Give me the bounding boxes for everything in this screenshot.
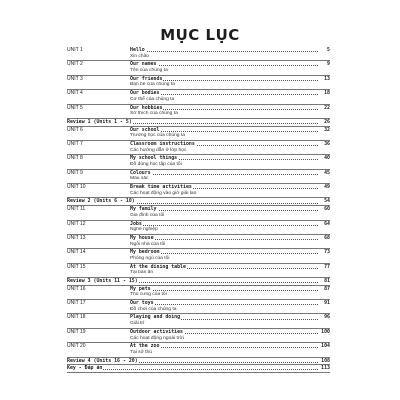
unit-topic-label: Break time activities <box>130 184 192 191</box>
unit-topic-label: My family <box>130 206 157 213</box>
unit-topic <box>130 76 318 83</box>
unit-label: UNIT 19 <box>67 328 86 335</box>
page-number: 18 <box>324 90 330 97</box>
unit-topic <box>130 61 318 68</box>
page-number: 108 <box>321 357 330 364</box>
unit-subtitle: Ngôi nhà của tôi <box>130 241 166 247</box>
review-label: Review 3 (Units 11 - 15) <box>67 278 138 284</box>
unit-topic-label: At the zoo <box>130 343 160 350</box>
toc-unit-row <box>67 141 330 148</box>
unit-topic-label: At the dining table <box>130 263 186 270</box>
unit-subtitle: Sở thích của chúng ta <box>130 111 178 117</box>
unit-topic-label: My pets <box>130 285 151 292</box>
unit-topic-label: Our hobbies <box>130 104 163 111</box>
unit-subtitle: Gia đình của tôi <box>130 212 165 218</box>
unit-topic <box>130 47 318 54</box>
toc-unit-row <box>67 286 330 293</box>
toc-unit-row <box>67 90 330 97</box>
page-number: 91 <box>324 300 330 307</box>
unit-topic-label: Jobs <box>130 220 142 227</box>
unit-label: UNIT 20 <box>67 343 86 350</box>
unit-topic-label: Hello <box>130 47 145 53</box>
unit-topic <box>130 264 318 271</box>
toc-unit-row <box>67 170 330 177</box>
page-number: 104 <box>321 343 330 350</box>
unit-topic-label: Outdoor activities <box>130 328 183 335</box>
toc-unit-row <box>67 300 330 307</box>
unit-topic <box>130 329 318 336</box>
page-number: 73 <box>324 249 330 256</box>
page-number: 13 <box>324 75 330 82</box>
unit-topic-label: Our bodies <box>130 90 160 97</box>
unit-topic <box>130 235 318 242</box>
review-label: Review 2 (Units 6 - 10) <box>67 198 135 205</box>
toc-unit-row <box>67 47 330 54</box>
toc-review-row <box>67 278 330 285</box>
page-number: 113 <box>321 365 330 372</box>
unit-topic-label: My bedroom <box>130 249 160 256</box>
unit-label: UNIT 15 <box>67 263 86 270</box>
unit-topic <box>130 206 318 213</box>
toc-unit-row <box>67 105 330 112</box>
unit-topic <box>130 127 318 134</box>
toc-unit-row <box>67 206 330 213</box>
toc-unit-row <box>67 343 330 350</box>
unit-topic <box>130 155 318 162</box>
toc-review-row <box>67 119 330 126</box>
toc-unit-row <box>67 184 330 191</box>
unit-topic <box>130 343 318 350</box>
page-number: 5 <box>327 47 330 53</box>
toc-unit-row <box>67 76 330 83</box>
unit-subtitle: Đồ chơi của chúng ta <box>130 306 177 312</box>
unit-subtitle: Giải trí <box>130 321 145 327</box>
unit-topic-label: My house <box>130 234 154 241</box>
review-label: Review 1 (Units 1 - 5) <box>67 118 132 125</box>
unit-topic <box>130 170 318 177</box>
page-number: 36 <box>324 140 330 147</box>
unit-subtitle: Thú cưng của tôi <box>130 292 167 298</box>
toc-unit-row <box>67 264 330 271</box>
unit-topic-label: Our friends <box>130 75 163 82</box>
unit-subtitle: Phòng ngủ của tôi <box>130 255 170 261</box>
unit-topic-label: Colours <box>130 169 151 176</box>
page-number: 32 <box>324 126 330 133</box>
unit-label: UNIT 7 <box>67 140 83 147</box>
unit-label: UNIT 12 <box>67 220 86 227</box>
unit-topic-label: Our toys <box>130 300 154 307</box>
unit-topic-label: Playing and doing <box>130 314 181 321</box>
unit-label: UNIT 5 <box>67 104 83 111</box>
unit-label: UNIT 8 <box>67 155 83 162</box>
unit-label: UNIT 17 <box>67 300 86 307</box>
unit-topic <box>130 249 318 256</box>
page-number: 64 <box>324 220 330 227</box>
page-number: 54 <box>324 198 330 205</box>
page-number: 77 <box>324 263 330 270</box>
unit-subtitle: Các hoạt động vào giờ giải lao <box>130 190 197 196</box>
unit-label: UNIT 14 <box>67 249 86 256</box>
unit-topic <box>130 286 318 293</box>
unit-subtitle: Tên của chúng ta <box>130 68 168 74</box>
unit-subtitle: Nghề nghiệp <box>130 227 158 233</box>
unit-topic <box>130 300 318 307</box>
unit-label: UNIT 1 <box>67 47 83 53</box>
unit-label: UNIT 13 <box>67 234 86 241</box>
page-number: 9 <box>327 61 330 68</box>
unit-topic <box>130 90 318 97</box>
unit-label: UNIT 11 <box>67 206 86 213</box>
unit-label: UNIT 10 <box>67 184 86 191</box>
toc-list <box>67 47 330 373</box>
toc-review-row <box>67 198 330 205</box>
unit-topic <box>130 184 318 191</box>
unit-subtitle: Các hướng dẫn ở lớp học <box>130 147 187 153</box>
unit-label: UNIT 3 <box>67 75 83 82</box>
unit-subtitle: Xin chào <box>130 53 150 59</box>
toc-unit-row <box>67 155 330 162</box>
review-label: Review 4 (Units 16 - 20) <box>67 357 138 364</box>
unit-topic <box>130 314 318 321</box>
unit-subtitle: Trường học của chúng ta <box>130 133 185 139</box>
toc-unit-row <box>67 249 330 256</box>
unit-subtitle: Đồ dùng học tập của tôi <box>130 162 182 167</box>
unit-label: UNIT 16 <box>67 285 86 292</box>
page-number: 49 <box>324 184 330 191</box>
unit-label: UNIT 4 <box>67 90 83 97</box>
toc-unit-row <box>67 314 330 321</box>
page-number: 40 <box>324 155 330 162</box>
review-label: Key - Đáp án <box>67 365 103 372</box>
page-number: 22 <box>324 104 330 111</box>
unit-subtitle: Cơ thể của chúng ta <box>130 96 175 102</box>
page-number: 68 <box>324 234 330 241</box>
unit-topic-label: My school things <box>130 155 178 162</box>
page-number: 96 <box>324 314 330 321</box>
unit-topic <box>130 105 318 112</box>
toc-unit-row <box>67 221 330 228</box>
toc-review-row <box>67 358 330 365</box>
unit-label: UNIT 2 <box>67 61 83 68</box>
unit-label: UNIT 6 <box>67 126 83 133</box>
row-divider <box>67 372 330 373</box>
unit-topic-label: Our school <box>130 126 160 133</box>
toc-unit-row <box>67 127 330 134</box>
page-number: 81 <box>324 278 330 284</box>
unit-subtitle: Tại sở thú <box>130 349 152 355</box>
unit-topic <box>130 141 318 148</box>
page-number: 100 <box>321 328 330 335</box>
unit-subtitle: Màu sắc <box>130 176 149 182</box>
unit-topic-label: Our names <box>130 61 157 68</box>
toc-unit-row <box>67 235 330 242</box>
toc-unit-row <box>67 61 330 68</box>
unit-topic-label: Classroom instructions <box>130 140 195 147</box>
unit-subtitle: Các hoạt động ngoài trời <box>130 335 184 341</box>
page-number: 45 <box>324 169 330 176</box>
toc-unit-row <box>67 329 330 336</box>
unit-label: UNIT 9 <box>67 169 83 176</box>
unit-subtitle: Tại bàn ăn <box>130 270 154 276</box>
toc-review-row <box>67 365 330 372</box>
unit-label: UNIT 18 <box>67 314 86 321</box>
page-number: 26 <box>324 118 330 125</box>
page-number: 60 <box>324 206 330 213</box>
unit-subtitle: Bạn bè của chúng ta <box>130 82 175 88</box>
unit-topic <box>130 221 318 228</box>
page-title: MỤC LỤC <box>160 26 240 44</box>
page-number: 87 <box>324 285 330 292</box>
dotted-leader <box>67 369 318 370</box>
